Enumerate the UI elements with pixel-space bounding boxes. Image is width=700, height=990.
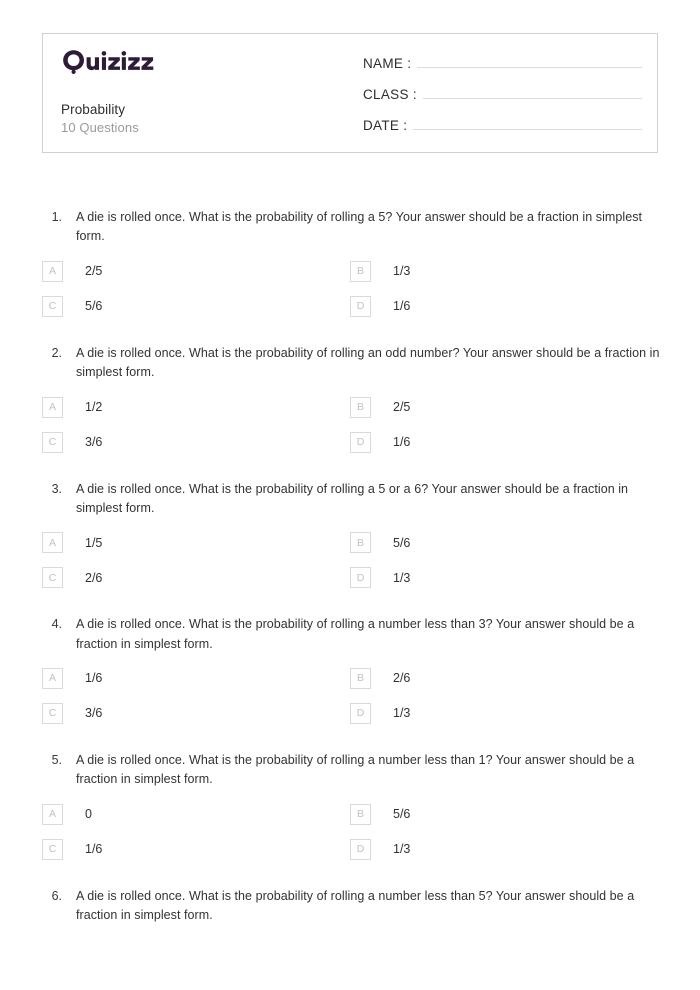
option-letter-box[interactable]: B <box>350 261 371 282</box>
question-header <box>42 887 662 926</box>
option-text: 5/6 <box>85 299 103 314</box>
answer-option[interactable] <box>350 432 662 453</box>
option-text: 1/2 <box>85 399 103 414</box>
question-header <box>42 751 662 790</box>
option-letter-box[interactable]: C <box>42 567 63 588</box>
option-text: 1/3 <box>393 264 411 279</box>
answer-option[interactable] <box>42 703 350 724</box>
option-text: 1/3 <box>393 842 411 857</box>
class-field-row <box>363 84 642 102</box>
option-letter-box[interactable]: D <box>350 567 371 588</box>
question-text: A die is rolled once. What is the probability of rolling a number less than 1? Your answer should be a fraction in simplest form. <box>76 753 635 787</box>
question-text: A die is rolled once. What is the probability of rolling a number less than 5? Your answer should be a fraction in simplest form. <box>76 888 635 923</box>
question-header <box>42 344 662 383</box>
answer-options <box>42 532 662 588</box>
answer-option[interactable] <box>350 567 662 588</box>
option-letter-box[interactable]: B <box>350 804 371 825</box>
question-count-label: 10 Questions <box>61 120 139 136</box>
option-text: 3/6 <box>85 706 103 721</box>
question-number: 3. <box>51 481 62 496</box>
class-field-label: CLASS : <box>363 87 417 102</box>
answer-option[interactable] <box>350 296 662 317</box>
option-text: 1/3 <box>393 570 411 585</box>
question-block <box>42 615 662 724</box>
name-field-label: NAME : <box>363 56 412 71</box>
option-text: 1/6 <box>393 299 411 314</box>
header-left-section <box>43 34 363 152</box>
question-header <box>42 615 662 654</box>
answer-option[interactable] <box>350 261 662 282</box>
option-letter-box[interactable]: C <box>42 296 63 317</box>
question-block <box>42 751 662 860</box>
date-field-label: DATE : <box>363 118 408 133</box>
answer-option[interactable] <box>350 397 662 418</box>
option-letter-box[interactable]: A <box>42 804 63 825</box>
option-letter-box[interactable]: A <box>42 532 63 553</box>
answer-option[interactable] <box>350 703 662 724</box>
answer-options <box>42 397 662 453</box>
question-number: 5. <box>51 753 62 767</box>
option-text: 2/5 <box>85 264 103 279</box>
answer-options <box>42 804 662 860</box>
answer-option[interactable] <box>42 432 350 453</box>
quizizz-logo <box>61 49 363 75</box>
question-text: A die is rolled once. What is the probability of rolling a 5? Your answer should be a fraction in simplest form. <box>76 210 643 244</box>
date-input[interactable] <box>413 115 642 130</box>
quiz-title-block <box>61 100 363 152</box>
option-text: 1/5 <box>85 535 103 550</box>
option-letter-box[interactable]: C <box>42 432 63 453</box>
question-block <box>42 887 662 926</box>
question-block <box>42 208 662 317</box>
answer-option[interactable] <box>42 804 350 825</box>
question-number: 6. <box>51 888 62 903</box>
option-text: 5/6 <box>393 535 411 550</box>
question-number: 1. <box>51 210 62 224</box>
option-text: 1/6 <box>393 434 411 449</box>
question-text: A die is rolled once. What is the probability of rolling a 5 or a 6? Your answer should be a fraction in simplest form. <box>76 481 629 515</box>
option-text: 3/6 <box>85 434 103 449</box>
worksheet-header-card <box>42 33 658 153</box>
question-header <box>42 208 662 247</box>
answer-option[interactable] <box>42 397 350 418</box>
option-letter-box[interactable]: D <box>350 296 371 317</box>
option-letter-box[interactable]: A <box>42 668 63 689</box>
option-letter-box[interactable]: D <box>350 432 371 453</box>
answer-option[interactable] <box>350 804 662 825</box>
answer-option[interactable] <box>350 839 662 860</box>
option-text: 1/6 <box>85 671 103 686</box>
student-info-fields <box>363 34 657 152</box>
questions-list <box>42 208 662 953</box>
option-letter-box[interactable]: D <box>350 839 371 860</box>
answer-option[interactable] <box>42 839 350 860</box>
answer-option[interactable] <box>42 532 350 553</box>
question-number: 2. <box>51 345 62 360</box>
answer-option[interactable] <box>350 668 662 689</box>
question-text: A die is rolled once. What is the probability of rolling an odd number? Your answer should be a fraction in simplest form. <box>76 345 660 380</box>
option-letter-box[interactable]: B <box>350 532 371 553</box>
option-text: 1/3 <box>393 706 411 721</box>
option-text: 2/6 <box>393 671 411 686</box>
option-text: 5/6 <box>393 807 411 822</box>
answer-option[interactable] <box>42 296 350 317</box>
question-number: 4. <box>51 617 62 632</box>
question-text: A die is rolled once. What is the probability of rolling a number less than 3? Your answer should be a fraction in simplest form. <box>76 617 635 651</box>
answer-option[interactable] <box>350 532 662 553</box>
option-letter-box[interactable]: C <box>42 839 63 860</box>
answer-option[interactable] <box>42 261 350 282</box>
name-field-row <box>363 53 642 71</box>
answer-option[interactable] <box>42 567 350 588</box>
question-header <box>42 480 662 519</box>
option-text: 2/5 <box>393 399 411 414</box>
question-block <box>42 344 662 453</box>
question-block <box>42 480 662 589</box>
option-text: 2/6 <box>85 570 103 585</box>
class-input[interactable] <box>423 84 642 99</box>
name-input[interactable] <box>417 53 642 68</box>
option-text: 1/6 <box>85 842 103 857</box>
quiz-title: Probability <box>61 101 126 117</box>
option-letter-box[interactable]: C <box>42 703 63 724</box>
option-letter-box[interactable]: D <box>350 703 371 724</box>
answer-option[interactable] <box>42 668 350 689</box>
option-letter-box[interactable]: A <box>42 261 63 282</box>
option-letter-box[interactable]: B <box>350 397 371 418</box>
option-text: 0 <box>85 807 92 822</box>
option-letter-box[interactable]: B <box>350 668 371 689</box>
answer-options <box>42 261 662 317</box>
option-letter-box[interactable]: A <box>42 397 63 418</box>
date-field-row <box>363 115 642 133</box>
answer-options <box>42 668 662 724</box>
